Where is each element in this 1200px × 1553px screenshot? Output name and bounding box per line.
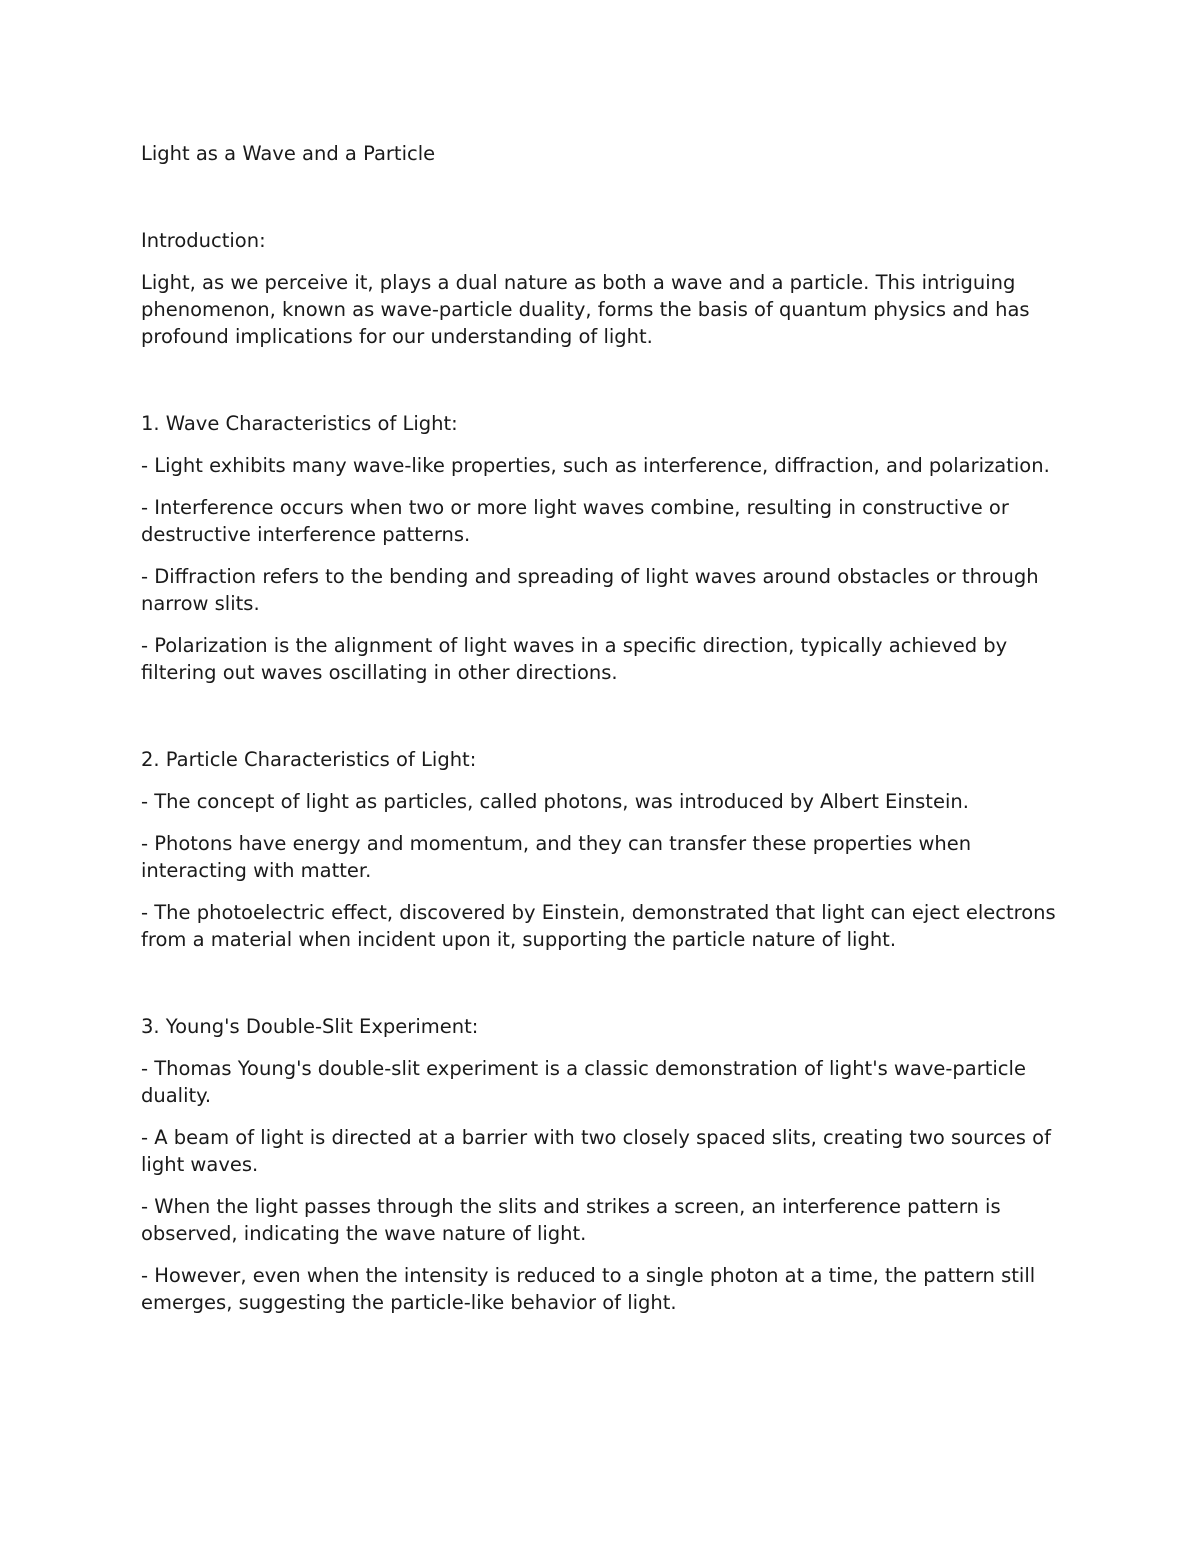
bullet-item: - The photoelectric effect, discovered by Einstein, demonstrated that light can eject electrons from a material when incident upon it, supporting the particle nature of light. bbox=[141, 901, 1056, 951]
intro-paragraph: Light, as we perceive it, plays a dual nature as both a wave and a particle. This intriguing phenomenon, known as wave-particle duality, forms the basis of quantum physics and has profound implications for our understanding of light. bbox=[141, 271, 1030, 348]
bullet-item: - Photons have energy and momentum, and they can transfer these properties when interacting with matter. bbox=[141, 832, 972, 882]
bullet-item: - The concept of light as particles, called photons, was introduced by Albert Einstein. bbox=[141, 790, 969, 813]
section-heading: 1. Wave Characteristics of Light: bbox=[141, 412, 458, 435]
intro-heading: Introduction: bbox=[141, 229, 266, 252]
section-heading: 3. Young's Double-Slit Experiment: bbox=[141, 1015, 479, 1038]
bullet-item: - Interference occurs when two or more light waves combine, resulting in constructive or destructive interference patterns. bbox=[141, 496, 1009, 546]
section-wave-characteristics bbox=[141, 410, 1066, 686]
bullet-item: - Diffraction refers to the bending and spreading of light waves around obstacles or through narrow slits. bbox=[141, 565, 1039, 615]
bullet-item: - However, even when the intensity is reduced to a single photon at a time, the pattern still emerges, suggesting the particle-like behavior of light. bbox=[141, 1264, 1036, 1314]
bullet-item: - When the light passes through the slits and strikes a screen, an interference pattern is observed, indicating the wave nature of light. bbox=[141, 1195, 1001, 1245]
document-body bbox=[141, 140, 1066, 1316]
bullet-item: - Light exhibits many wave-like properties, such as interference, diffraction, and polarization. bbox=[141, 454, 1050, 477]
section-particle-characteristics bbox=[141, 746, 1066, 953]
section-double-slit-experiment bbox=[141, 1013, 1066, 1316]
section-heading: 2. Particle Characteristics of Light: bbox=[141, 748, 477, 771]
bullet-item: - A beam of light is directed at a barrier with two closely spaced slits, creating two sources of light waves. bbox=[141, 1126, 1051, 1176]
document-title: Light as a Wave and a Particle bbox=[141, 142, 436, 165]
bullet-item: - Thomas Young's double-slit experiment is a classic demonstration of light's wave-particle duality. bbox=[141, 1057, 1026, 1107]
bullet-item: - Polarization is the alignment of light waves in a specific direction, typically achieved by filtering out waves oscillating in other directions. bbox=[141, 634, 1008, 684]
